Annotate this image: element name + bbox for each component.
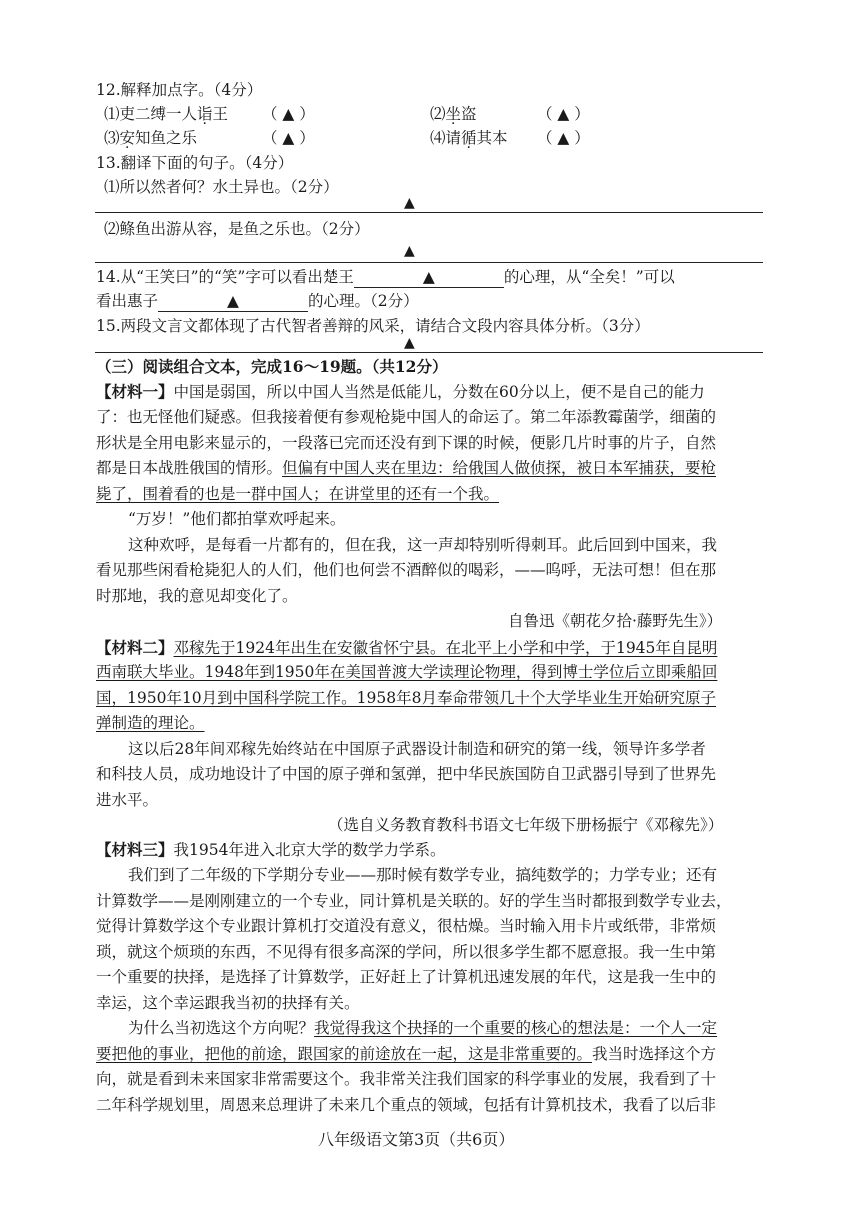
answer-mark: ▲ bbox=[404, 335, 415, 351]
q12-answer-blank-4[interactable]: （ ▲ ） bbox=[537, 129, 590, 147]
material-2-line: 国，1950年10月到中国科学院工作。1958年8月奉命带领几十个大学毕业生开始研究原子 bbox=[96, 689, 716, 707]
q13-sentence-2: ⑵鲦鱼出游从容，是鱼之乐也。（2分） bbox=[104, 220, 370, 238]
material-1-line: 这种欢呼，是每看一片都有的，但在我，这一声却特别听得刺耳。此后回到中国来，我 bbox=[128, 536, 718, 554]
material-1-line: 时那地，我的意见却变化了。 bbox=[96, 587, 298, 605]
material-3-line: 我们到了二年级的下学期分专业——那时候有数学专业，搞纯数学的；力学专业；还有 bbox=[128, 866, 718, 884]
material-1-line: “万岁！”他们都拍掌欢呼起来。 bbox=[128, 510, 346, 528]
material-3-line: 计算数学——是刚刚建立的一个专业，同计算机是关联的。好的学生当时都报到数学专业去， bbox=[96, 892, 732, 910]
q12-answer-blank-2[interactable]: （ ▲ ） bbox=[537, 105, 590, 123]
material-3-line: 要把他的事业，把他的前途，跟国家的前途放在一起，这是非常重要的。我当时选择这个方 bbox=[96, 1045, 717, 1063]
page-footer: 八年级语文第3页（共6页） bbox=[318, 1130, 515, 1149]
material-3-line: 琐，就这个烦琐的东西，不见得有很多高深的学问，所以很多学生都不愿意报。我一生中第 bbox=[96, 943, 717, 961]
material-1-line: 都是日本战胜俄国的情形。但偏有中国人夹在里边：给俄国人做侦探，被日本军捕获，要枪 bbox=[96, 459, 717, 477]
q12-item-4: ⑷请循其本 bbox=[430, 129, 508, 147]
answer-mark: ▲ bbox=[404, 195, 415, 211]
material-1-line: 【材料一】中国是弱国，所以中国人当然是低能儿，分数在60分以上，便不是自己的能力 bbox=[96, 382, 705, 401]
q13-sentence-1: ⑴所以然者何？水土异也。（2分） bbox=[104, 178, 339, 196]
q12-item-3: ⑶安知鱼之乐 bbox=[104, 129, 198, 147]
material-1-line: 了：也无怪他们疑惑。但我接着便有参观枪毙中国人的命运了。第二年添教霉菌学，细菌的 bbox=[96, 408, 717, 426]
q12-answer-blank-3[interactable]: （ ▲ ） bbox=[262, 129, 315, 147]
material-3-line: 为什么当初选这个方向呢？我觉得我这个抉择的一个重要的核心的想法是：一个人一定 bbox=[128, 1019, 718, 1037]
q14-blank-2[interactable]: ▲ bbox=[158, 291, 308, 312]
material-2-line: 进水平。 bbox=[96, 791, 159, 809]
material-2-source: （选自义务教育教科书语文七年级下册杨振宁《邓稼先》） bbox=[328, 816, 724, 834]
q14-line-2: 看出惠子 ▲ 的心理。（2分） bbox=[96, 292, 419, 310]
q12-title: 12.解释加点字。（4分） bbox=[96, 81, 263, 99]
material-1-source: 自鲁迅《朝花夕拾·藤野先生》） bbox=[508, 612, 723, 630]
material-3-line: 二年科学规划里，周恩来总理讲了未来几个重点的领域，包括有计算机技术，我看了以后非 bbox=[96, 1096, 717, 1114]
material-3-line: 【材料三】我1954年进入北京大学的数学力学系。 bbox=[96, 840, 446, 859]
material-2-line: 【材料二】邓稼先于1924年出生在安徽省怀宁县。在北平上小学和中学，于1945年自昆明 bbox=[96, 638, 718, 657]
q12-item-2: ⑵坐盗 bbox=[430, 105, 477, 123]
q12-item-1: ⑴吏二缚一人诣王 bbox=[104, 105, 229, 123]
answer-line[interactable] bbox=[95, 352, 763, 353]
answer-line[interactable] bbox=[95, 212, 763, 213]
answer-line[interactable] bbox=[95, 262, 763, 263]
material-2-line: 西南联大毕业。1948年到1950年在美国普渡大学读理论物理，得到博士学位后立即乘船回 bbox=[96, 663, 718, 681]
material-1-line: 形状是全用电影来显示的，一段落已完而还没有到下课的时候，便影几片时事的片子，自然 bbox=[96, 434, 717, 452]
section-3-title: （三）阅读组合文本，完成16～19题。（共12分） bbox=[96, 357, 448, 376]
material-3-line: 觉得计算数学这个专业跟计算机打交道没有意义，很枯燥。当时输入用卡片或纸带，非常烦 bbox=[96, 917, 717, 935]
q13-title: 13.翻译下面的句子。（4分） bbox=[96, 154, 294, 172]
material-2-line: 和科技人员，成功地设计了中国的原子弹和氢弹，把中华民族国防自卫武器引导到了世界先 bbox=[96, 765, 717, 783]
material-3-line: 幸运，这个幸运跟我当初的抉择有关。 bbox=[96, 994, 360, 1012]
answer-mark: ▲ bbox=[404, 243, 415, 259]
q15-question: 15.两段文言文都体现了古代智者善辩的风采，请结合文段内容具体分析。（3分） bbox=[96, 317, 650, 335]
material-3-line: 向，就是看到未来国家非常需要这个。我非常关注我们国家的科学事业的发展，我看到了十 bbox=[96, 1070, 717, 1088]
material-2-line: 这以后28年间邓稼先始终站在中国原子武器设计制造和研究的第一线，领导许多学者 bbox=[128, 740, 706, 758]
q12-answer-blank-1[interactable]: （ ▲ ） bbox=[262, 105, 315, 123]
q14-blank-1[interactable]: ▲ bbox=[354, 267, 504, 288]
material-1-line: 看见那些闲看枪毙犯人的人们，他们也何尝不酒醉似的喝彩，——呜呼，无法可想！但在那 bbox=[96, 561, 717, 579]
material-1-line: 毙了，围着看的也是一群中国人；在讲堂里的还有一个我。 bbox=[96, 485, 500, 503]
material-3-line: 一个重要的抉择，是选择了计算数学，正好赶上了计算机迅速发展的年代，这是我一生中的 bbox=[96, 968, 717, 986]
material-2-line: 弹制造的理论。 bbox=[96, 714, 205, 732]
q14-line-1: 14.从“王笑曰”的“笑”字可以看出楚王 ▲ 的心理，从“全矣！”可以 bbox=[96, 268, 675, 286]
